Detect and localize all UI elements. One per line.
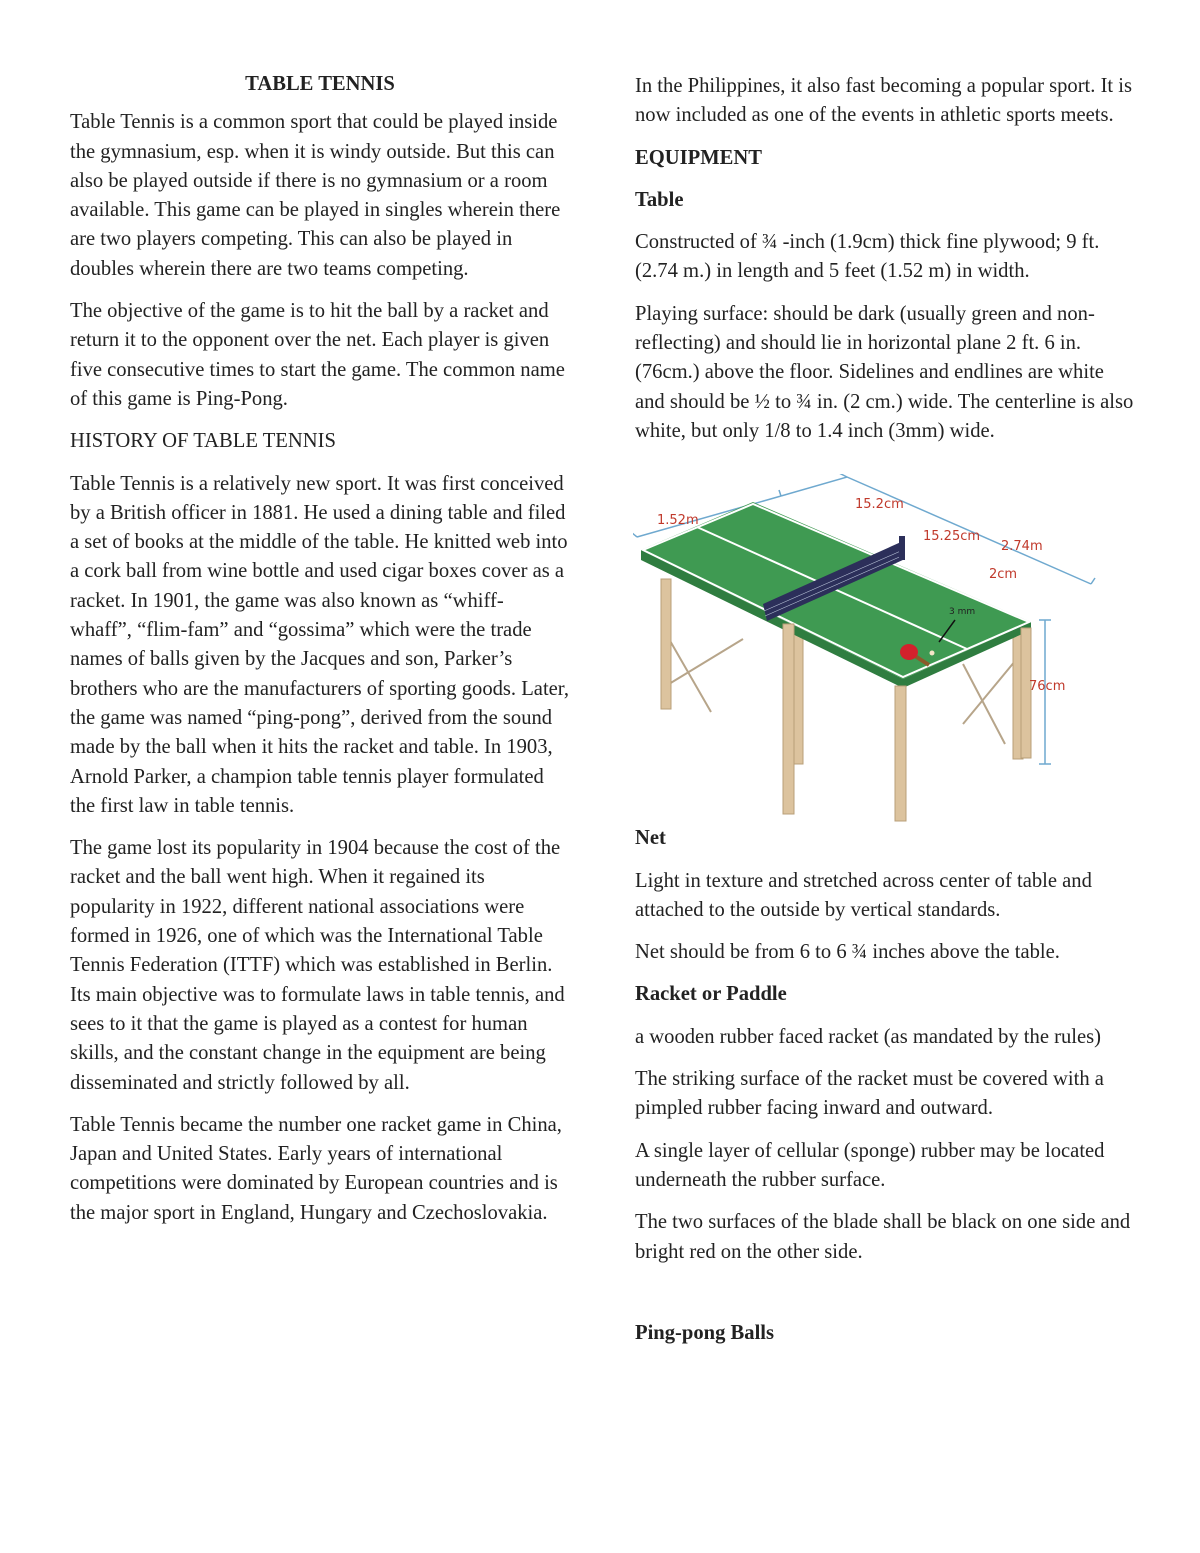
label-width: 1.52m bbox=[657, 513, 699, 529]
net-paragraph-2: Net should be from 6 to 6 ¾ inches above the table. bbox=[635, 941, 1060, 964]
label-length: 2.74m bbox=[1001, 539, 1043, 555]
history-paragraph-3: Table Tennis became the number one racket game in China, Japan and United States. Early years of international competitions were dominated by European countries and is the major sport in England, Hungary and Czechoslovakia. bbox=[70, 1113, 562, 1224]
page-title: TABLE TENNIS bbox=[245, 73, 395, 95]
leg-front-right bbox=[895, 686, 906, 821]
table-paragraph-1: Constructed of ¾ -inch (1.9cm) thick fine plywood; 9 ft. (2.74 m.) in length and 5 feet (1.52 m) in width. bbox=[635, 231, 1100, 283]
table-paragraph-2: Playing surface: should be dark (usually green and non-reflecting) and should lie in horizontal plane 2 ft. 6 in. (76cm.) above the floor. Sidelines and endlines are white and should be ½ to ¾ in. (2 cm.) wide. The centerline is also white, but only 1/8 to 1.4 inch (3mm) wide. bbox=[635, 302, 1134, 442]
net-heading: Net bbox=[635, 827, 666, 850]
brace-left bbox=[669, 639, 743, 712]
ball-icon bbox=[930, 651, 935, 656]
intro-paragraph-1: Table Tennis is a common sport that could be played inside the gymnasium, esp. when it is windy outside. But this can also be played outside if there is no gymnasium or a room available. This game can be played in singles wherein there are two players competing. This can also be played in doubles wherein there are two teams competing. bbox=[70, 111, 561, 280]
racket-paragraph-2: The striking surface of the racket must be covered with a pimpled rubber facing inward and outward. bbox=[635, 1068, 1104, 1120]
table-heading: Table bbox=[635, 188, 684, 211]
history-paragraph-4: In the Philippines, it also fast becoming a popular sport. It is now included as one of the events in athletic sports meets. bbox=[635, 75, 1133, 127]
label-centerline: 3 mm bbox=[949, 607, 976, 618]
racket-heading: Racket or Paddle bbox=[635, 983, 787, 1006]
net-paragraph-1: Light in texture and stretched across center of table and attached to the outside by vertical standards. bbox=[635, 869, 1092, 921]
racket-paragraph-1: a wooden rubber faced racket (as mandated by the rules) bbox=[635, 1025, 1102, 1048]
label-net-height: 15.2cm bbox=[855, 497, 904, 513]
left-column bbox=[70, 70, 570, 1241]
history-heading: HISTORY OF TABLE TENNIS bbox=[70, 430, 336, 453]
leg-front-left bbox=[783, 624, 794, 814]
net-post bbox=[899, 536, 905, 560]
history-paragraph-2: The game lost its popularity in 1904 because the cost of the racket and the ball went high. When it regained its popularity in 1922, different national associations were formed in 1926, one of which was the International Table Tennis Federation (ITTF) which was established in Berlin. Its main objective was to formulate laws in table tennis, and sees to it that the game is played as a contest for human skills, and the constant change in the equipment are being disseminated and strictly followed by all. bbox=[70, 837, 565, 1094]
racket-paragraph-4: The two surfaces of the blade shall be black on one side and bright red on the other side. bbox=[635, 1211, 1131, 1263]
label-height: 76cm bbox=[1029, 679, 1066, 695]
table-diagram bbox=[633, 474, 1103, 824]
right-column bbox=[635, 72, 1135, 1361]
label-line-width: 2cm bbox=[989, 567, 1018, 583]
leg-back-left bbox=[661, 579, 671, 709]
balls-heading: Ping-pong Balls bbox=[635, 1321, 775, 1344]
equipment-heading: EQUIPMENT bbox=[635, 146, 763, 169]
history-paragraph-1: Table Tennis is a relatively new sport. It was first conceived by a British officer in 1881. He used a dining table and filed a set of books at the middle of the table. He knitted web into a cork ball from wine bottle and used cigar boxes cover as a racket. In 1901, the game was also known as “whiff- whaff”, “flim-fam” and “gossima” which were the trade names of balls given by the Jacques and son, Parker’s brothers who are the manufacturers of sporting goods. Later, the game was named “ping-pong”, derived from the sound made by the ball when it hits the racket and table. In 1903, Arnold Parker, a champion table tennis player formulated the first law in table tennis. bbox=[70, 472, 569, 817]
racket-head bbox=[900, 644, 918, 660]
racket-paragraph-3: A single layer of cellular (sponge) rubber may be located underneath the rubber surface. bbox=[635, 1139, 1105, 1191]
label-net-overhang: 15.25cm bbox=[923, 529, 981, 545]
intro-paragraph-2: The objective of the game is to hit the ball by a racket and return it to the opponent over the net. Each player is given five consecutive times to start the game. The common name of this game is Ping-Pong. bbox=[70, 300, 565, 410]
